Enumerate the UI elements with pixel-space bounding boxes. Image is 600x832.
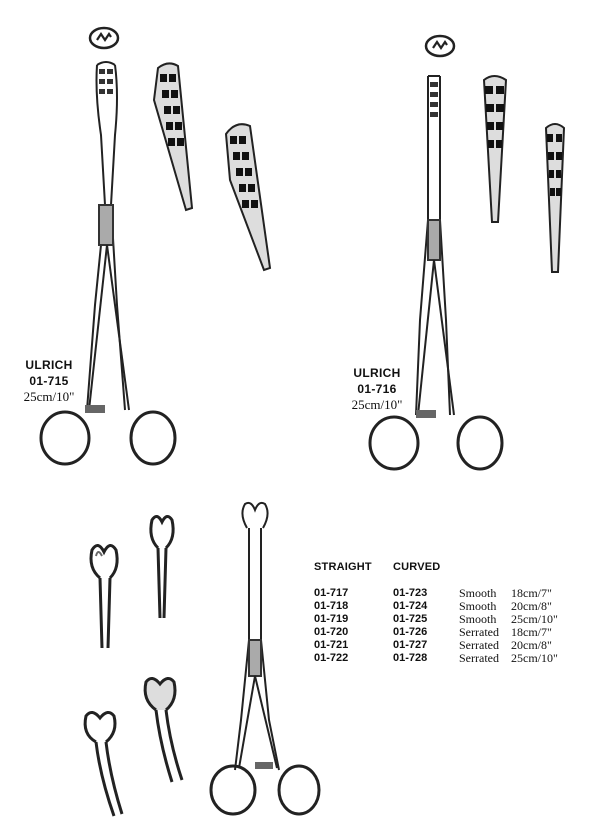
- finish: Smooth: [459, 599, 497, 613]
- curved-code: 01-727: [393, 639, 428, 651]
- straight-code: 01-719: [314, 613, 349, 625]
- straight-code: 01-720: [314, 626, 349, 638]
- table-header-row: [302, 561, 581, 587]
- size: 20cm/8": [511, 599, 552, 613]
- curved-code: 01-726: [393, 626, 428, 638]
- spec-table: [302, 561, 581, 665]
- hallmark-logo-icon: [424, 34, 456, 58]
- header-straight: STRAIGHT: [314, 561, 372, 573]
- size: 25cm/10": [511, 612, 558, 626]
- straight-code: 01-721: [314, 639, 349, 651]
- curved-code: 01-725: [393, 613, 428, 625]
- jaw-detail-icon: [542, 120, 568, 275]
- straight-code: 01-717: [314, 587, 349, 599]
- finish: Serrated: [459, 651, 499, 665]
- header-curved: CURVED: [393, 561, 441, 573]
- size: 25cm/10": [511, 651, 558, 665]
- product-label-ulrich-716: [342, 365, 412, 413]
- product-size: 25cm/10": [23, 389, 75, 404]
- curved-code: 01-724: [393, 600, 428, 612]
- finish: Smooth: [459, 586, 497, 600]
- finish: Serrated: [459, 625, 499, 639]
- curved-code: 01-728: [393, 652, 428, 664]
- product-name: ULRICH: [25, 358, 73, 372]
- jaw-detail-icon: [478, 72, 512, 227]
- product-code: 01-715: [29, 374, 69, 388]
- loop-tip-icon: [140, 672, 186, 784]
- finish: Serrated: [459, 638, 499, 652]
- finish: Smooth: [459, 612, 497, 626]
- size: 18cm/7": [511, 586, 552, 600]
- product-label-ulrich-715: [14, 357, 84, 405]
- product-size: 25cm/10": [351, 397, 403, 412]
- straight-code: 01-722: [314, 652, 349, 664]
- product-name: ULRICH: [353, 366, 401, 380]
- product-code: 01-716: [357, 382, 397, 396]
- hallmark-logo-icon: [88, 26, 120, 50]
- loop-tip-icon: [86, 538, 126, 650]
- loop-tip-icon: [146, 510, 180, 620]
- size: 18cm/7": [511, 625, 552, 639]
- loop-tip-icon: [80, 706, 126, 818]
- size: 20cm/8": [511, 638, 552, 652]
- curved-code: 01-723: [393, 587, 428, 599]
- table-row: [302, 652, 581, 665]
- jaw-detail-icon: [222, 120, 274, 275]
- straight-code: 01-718: [314, 600, 349, 612]
- jaw-detail-icon: [150, 60, 200, 215]
